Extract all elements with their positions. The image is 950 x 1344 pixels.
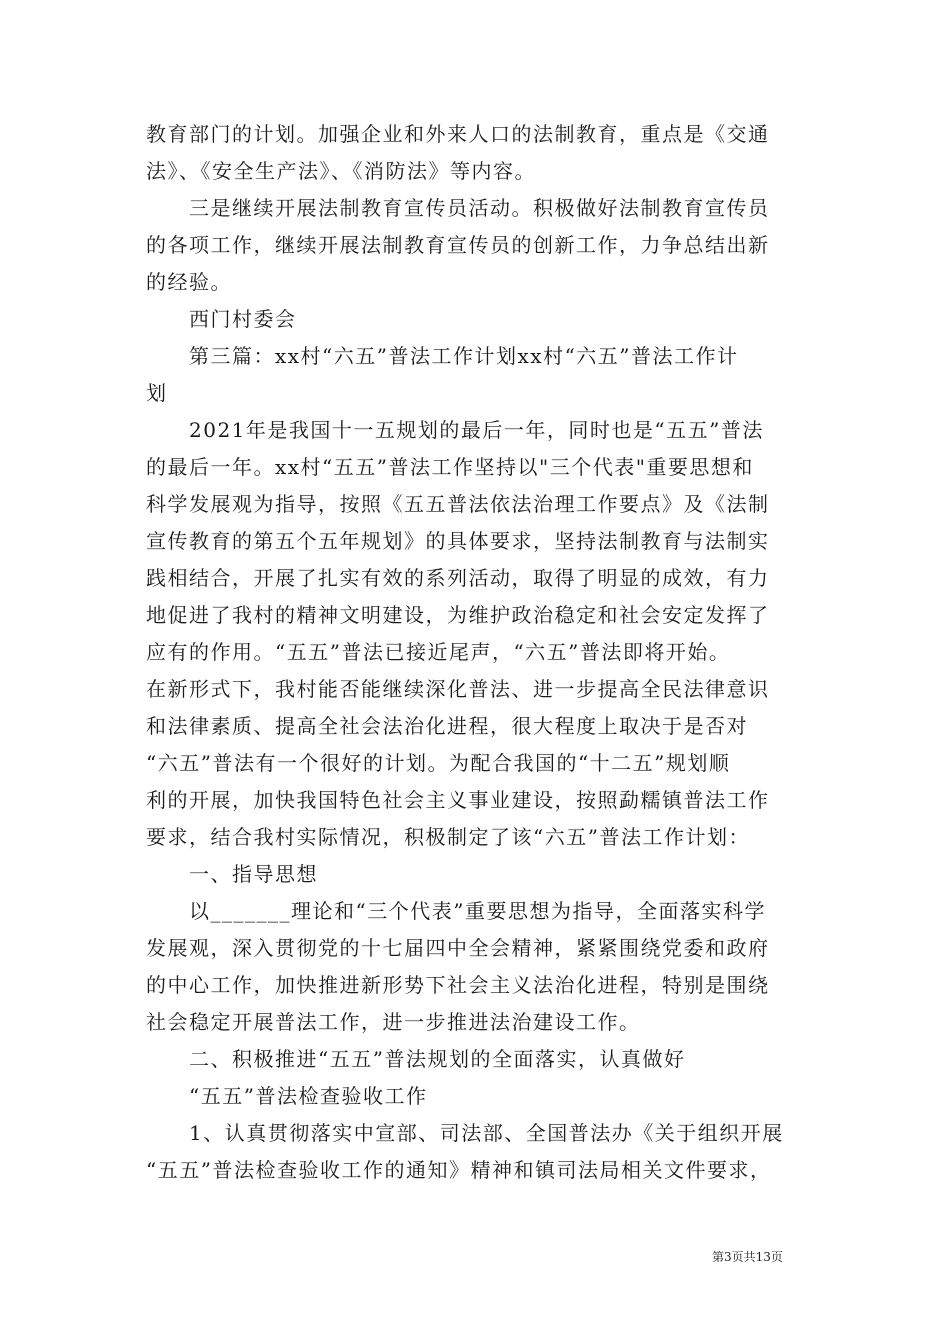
text-line: 社会稳定开展普法工作，进一步推进法治建设工作。	[146, 1010, 641, 1034]
paragraph-start: 1、认真贯彻落实中宣部、司法部、全国普法办《关于组织开展	[189, 1121, 784, 1145]
text-line: 教育部门的计划。加强企业和外来人口的法制教育，重点是《交通	[146, 122, 770, 146]
text-line: 宣传教育的第五个五年规划》的具体要求，坚持法制教育与法制实	[146, 529, 770, 553]
paragraph-start: 以_______理论和“三个代表”重要思想为指导，全面落实科学	[189, 899, 766, 923]
text-line: 的最后一年。xx村“五五”普法工作坚持以"三个代表"重要思想和	[146, 455, 754, 479]
text-line: 利的开展，加快我国特色社会主义事业建设，按照勐糯镇普法工作	[146, 788, 770, 812]
paragraph-start: 三是继续开展法制教育宣传员活动。积极做好法制教育宣传员	[189, 196, 770, 220]
text-line: 的经验。	[146, 270, 232, 294]
subheading: 二、积极推进“五五”普法规划的全面落实，认真做好	[189, 1047, 686, 1071]
subheading-continued: “五五”普法检查验收工作	[189, 1084, 428, 1108]
text-line: 应有的作用。“五五”普法已接近尾声，“六五”普法即将开始。	[146, 640, 731, 664]
signature-line: 西门村委会	[189, 307, 297, 331]
subheading: 一、指导思想	[189, 862, 318, 886]
text-line: 践相结合，开展了扎实有效的系列活动，取得了明显的成效，有力	[146, 566, 770, 590]
text-line: 地促进了我村的精神文明建设，为维护政治稳定和社会安定发挥了	[146, 603, 770, 627]
text-line: 的各项工作，继续开展法制教育宣传员的创新工作，力争总结出新	[146, 233, 770, 257]
paragraph-start: 2021年是我国十一五规划的最后一年，同时也是“五五”普法	[189, 418, 764, 442]
text-line: “五五”普法检查验收工作的通知》精神和镇司法局相关文件要求，	[146, 1158, 772, 1182]
text-line: 发展观，深入贯彻党的十七届四中全会精神，紧紧围绕党委和政府	[146, 936, 770, 960]
text-line: 科学发展观为指导，按照《五五普法依法治理工作要点》及《法制	[146, 492, 770, 516]
document-body	[146, 116, 806, 1189]
section-heading-continued: 划	[146, 381, 168, 405]
text-line: 法》、《安全生产法》、《消防法》等内容。	[146, 159, 536, 183]
section-heading: 第三篇：xx村“六五”普法工作计划xx村“六五”普法工作计	[189, 344, 739, 368]
text-line: 要求，结合我村实际情况，积极制定了该“六五”普法工作计划：	[146, 825, 750, 849]
text-line: “六五”普法有一个很好的计划。为配合我国的“十二五”规划顺	[146, 751, 731, 775]
text-line: 和法律素质、提高全社会法治化进程，很大程度上取决于是否对	[146, 714, 748, 738]
page-number: 第3页共13页	[712, 1250, 783, 1264]
text-line: 在新形式下，我村能否能继续深化普法、进一步提高全民法律意识	[146, 677, 770, 701]
text-line: 的中心工作，加快推进新形势下社会主义法治化进程，特别是围绕	[146, 973, 770, 997]
